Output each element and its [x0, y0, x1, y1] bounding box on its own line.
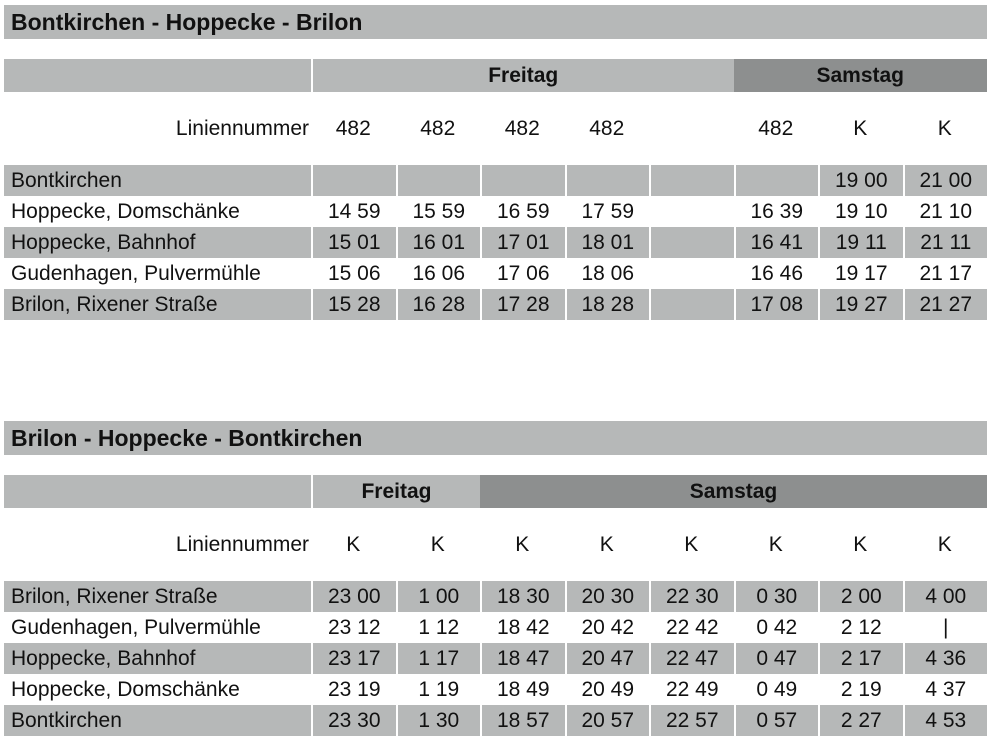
line-number-row — [4, 508, 987, 581]
stop-name: Hoppecke, Domschänke — [4, 196, 311, 227]
departure-time: 17 28 — [480, 289, 565, 320]
departure-time: 15 01 — [311, 227, 396, 258]
stop-name: Gudenhagen, Pulvermühle — [4, 258, 311, 289]
departure-time: 17 01 — [480, 227, 565, 258]
departure-time: 18 28 — [565, 289, 650, 320]
departure-time: 16 01 — [396, 227, 481, 258]
table-row — [4, 165, 987, 196]
departure-time: 1 12 — [396, 612, 481, 643]
departure-time: 4 36 — [903, 643, 988, 674]
line-number: K — [515, 532, 530, 556]
line-number: 482 — [335, 116, 371, 140]
departure-time: 4 53 — [903, 705, 988, 736]
section-title: Bontkirchen - Hoppecke - Brilon — [4, 5, 987, 39]
departure-time: 0 49 — [734, 674, 819, 705]
stop-rows — [4, 165, 987, 320]
departure-time: 23 19 — [311, 674, 396, 705]
timetable-section-2 — [4, 421, 987, 736]
departure-time — [649, 289, 734, 320]
departure-time: 20 42 — [565, 612, 650, 643]
stop-name: Bontkirchen — [4, 165, 311, 196]
day-header-spacer — [4, 475, 311, 508]
departure-time — [649, 227, 734, 258]
stop-name: Bontkirchen — [4, 705, 311, 736]
departure-time: 18 01 — [565, 227, 650, 258]
departure-time: 22 30 — [649, 581, 734, 612]
departure-time — [649, 165, 734, 196]
departure-time: 21 17 — [903, 258, 988, 289]
day-header-freitag: Freitag — [311, 475, 480, 508]
table-row — [4, 581, 987, 612]
day-header-spacer — [4, 59, 311, 92]
departure-time: 2 19 — [818, 674, 903, 705]
section-title: Brilon - Hoppecke - Bontkirchen — [4, 421, 987, 455]
departure-time — [649, 258, 734, 289]
departure-time: 2 27 — [818, 705, 903, 736]
line-number: 482 — [504, 116, 540, 140]
day-header-samstag: Samstag — [734, 59, 988, 92]
line-number: 482 — [758, 116, 794, 140]
departure-time: 18 42 — [480, 612, 565, 643]
day-header — [4, 475, 987, 508]
departure-time: 19 10 — [818, 196, 903, 227]
line-number: K — [599, 532, 614, 556]
timetable-section-1 — [4, 5, 987, 320]
line-number: 482 — [589, 116, 625, 140]
departure-time: 2 12 — [818, 612, 903, 643]
departure-time: 1 30 — [396, 705, 481, 736]
table-row — [4, 674, 987, 705]
departure-time: 16 41 — [734, 227, 819, 258]
departure-time: 0 30 — [734, 581, 819, 612]
table-row — [4, 643, 987, 674]
departure-time: 17 08 — [734, 289, 819, 320]
departure-time: 19 11 — [818, 227, 903, 258]
departure-time: 23 17 — [311, 643, 396, 674]
departure-time: 1 00 — [396, 581, 481, 612]
line-number-row — [4, 92, 987, 165]
departure-time: 16 46 — [734, 258, 819, 289]
departure-time: 17 59 — [565, 196, 650, 227]
line-number: 482 — [420, 116, 456, 140]
departure-time: 20 57 — [565, 705, 650, 736]
departure-time — [565, 165, 650, 196]
departure-time: 15 59 — [396, 196, 481, 227]
departure-time — [311, 165, 396, 196]
departure-time: 23 12 — [311, 612, 396, 643]
departure-time: 0 57 — [734, 705, 819, 736]
departure-time: 0 42 — [734, 612, 819, 643]
departure-time: 18 06 — [565, 258, 650, 289]
departure-time: 4 00 — [903, 581, 988, 612]
line-number: K — [768, 532, 783, 556]
departure-time — [734, 165, 819, 196]
departure-time — [649, 196, 734, 227]
line-number: K — [853, 116, 868, 140]
departure-time: 15 06 — [311, 258, 396, 289]
line-number: K — [684, 532, 699, 556]
table-row — [4, 196, 987, 227]
departure-time: 21 00 — [903, 165, 988, 196]
departure-time: 1 19 — [396, 674, 481, 705]
departure-time: 16 39 — [734, 196, 819, 227]
departure-time: 16 06 — [396, 258, 481, 289]
stop-name: Hoppecke, Domschänke — [4, 674, 311, 705]
departure-time: 23 30 — [311, 705, 396, 736]
departure-time: | — [903, 612, 988, 643]
departure-time: 19 00 — [818, 165, 903, 196]
departure-time: 18 30 — [480, 581, 565, 612]
table-row — [4, 289, 987, 320]
departure-time: 18 57 — [480, 705, 565, 736]
day-header-freitag: Freitag — [311, 59, 734, 92]
departure-time: 4 37 — [903, 674, 988, 705]
stop-name: Hoppecke, Bahnhof — [4, 643, 311, 674]
departure-time: 21 11 — [903, 227, 988, 258]
departure-time: 19 27 — [818, 289, 903, 320]
stop-rows — [4, 581, 987, 736]
stop-name: Brilon, Rixener Straße — [4, 289, 311, 320]
departure-time: 22 57 — [649, 705, 734, 736]
departure-time — [480, 165, 565, 196]
departure-time: 21 27 — [903, 289, 988, 320]
departure-time: 2 00 — [818, 581, 903, 612]
departure-time: 16 28 — [396, 289, 481, 320]
departure-time — [396, 165, 481, 196]
departure-time: 20 30 — [565, 581, 650, 612]
departure-time: 23 00 — [311, 581, 396, 612]
line-number: K — [853, 532, 868, 556]
stop-name: Brilon, Rixener Straße — [4, 581, 311, 612]
day-header-samstag: Samstag — [480, 475, 987, 508]
departure-time: 21 10 — [903, 196, 988, 227]
departure-time: 1 17 — [396, 643, 481, 674]
line-number: K — [346, 532, 361, 556]
departure-time: 20 47 — [565, 643, 650, 674]
day-header — [4, 59, 987, 92]
departure-time: 18 49 — [480, 674, 565, 705]
line-number-label: Liniennummer — [175, 116, 309, 140]
departure-time: 14 59 — [311, 196, 396, 227]
stop-name: Gudenhagen, Pulvermühle — [4, 612, 311, 643]
line-number: K — [430, 532, 445, 556]
line-number: K — [937, 116, 952, 140]
departure-time: 17 06 — [480, 258, 565, 289]
departure-time: 22 47 — [649, 643, 734, 674]
departure-time: 16 59 — [480, 196, 565, 227]
departure-time: 22 42 — [649, 612, 734, 643]
departure-time: 18 47 — [480, 643, 565, 674]
stop-name: Hoppecke, Bahnhof — [4, 227, 311, 258]
departure-time: 15 28 — [311, 289, 396, 320]
departure-time: 22 49 — [649, 674, 734, 705]
departure-time: 0 47 — [734, 643, 819, 674]
departure-time: 20 49 — [565, 674, 650, 705]
table-row — [4, 612, 987, 643]
table-row — [4, 258, 987, 289]
line-number: K — [937, 532, 952, 556]
table-row — [4, 705, 987, 736]
departure-time: 19 17 — [818, 258, 903, 289]
line-number-label: Liniennummer — [175, 532, 309, 556]
departure-time: 2 17 — [818, 643, 903, 674]
table-row — [4, 227, 987, 258]
